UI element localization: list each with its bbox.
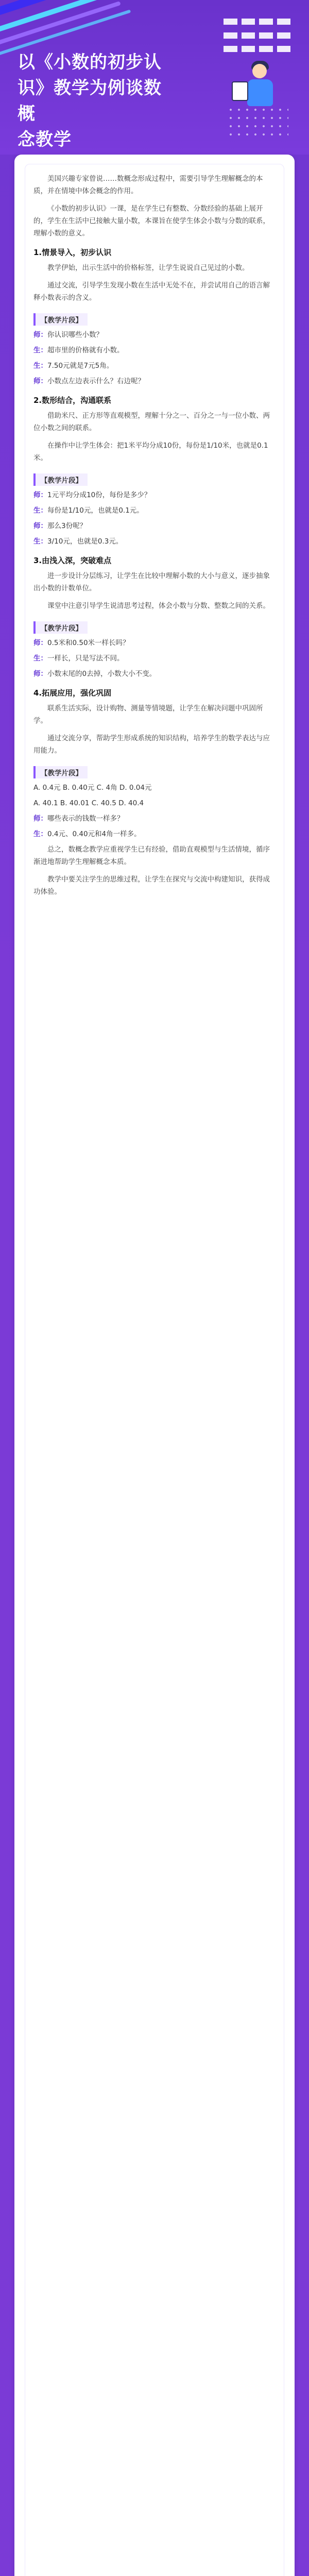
dialog-line xyxy=(33,828,276,840)
utterance: 7.50元就是7元5角。 xyxy=(47,362,114,370)
choice-list-2: A. 40.1 B. 40.01 C. 40.5 D. 40.4 xyxy=(33,799,144,807)
hero-header xyxy=(0,0,309,155)
header-stripe-4 xyxy=(0,9,131,55)
content-card xyxy=(14,155,295,2576)
dialog-line xyxy=(33,520,276,532)
utterance: 每份是1/10元，也就是0.1元。 xyxy=(47,506,144,515)
utterance: 1元平均分成10份，每份是多少？ xyxy=(47,491,151,499)
section-title-3: 3.由浅入深，突破难点 xyxy=(33,556,112,565)
speaker: 生： xyxy=(33,362,47,370)
section-title-4: 4.拓展应用，强化巩固 xyxy=(33,688,112,698)
utterance: 你认识哪些小数？ xyxy=(47,331,103,339)
speaker: 师： xyxy=(33,522,47,530)
intro-paragraph-2: 《小数的初步认识》一课，是在学生已有整数、分数经验的基础上展开的，学生在生活中已接触大量小数，本课旨在使学生体会小数与分数的联系，理解小数的意义。 xyxy=(33,205,270,238)
content-inner xyxy=(25,164,284,2576)
section-2-paragraph-1: 借助米尺、正方形等直观模型，理解十分之一、百分之一与一位小数、两位小数之间的联系。 xyxy=(33,412,270,432)
utterance: 哪些表示的钱数一样多？ xyxy=(47,815,124,823)
utterance: 0.5米和0.50米一样长吗？ xyxy=(47,639,130,647)
section-1-paragraph-2: 通过交流，引导学生发现小数在生活中无处不在，并尝试用自己的语言解释小数表示的含义。 xyxy=(33,281,270,302)
dialog-line xyxy=(33,812,276,825)
utterance: 小数末尾的0去掉，小数大小不变。 xyxy=(47,670,157,678)
section-3-paragraph-2: 课堂中注意引导学生说清思考过程，体会小数与分数、整数之间的关系。 xyxy=(47,602,270,610)
dialog-line xyxy=(33,329,276,341)
section-title-1: 1.情景导入，初步认识 xyxy=(33,248,112,257)
teaching-clip-label-1: 【教学片段】 xyxy=(33,313,88,326)
section-4-paragraph-1: 联系生活实际，设计购物、测量等情境题，让学生在解决问题中巩固所学。 xyxy=(33,704,263,725)
intro-paragraph-1: 美国兴趣专家曾说……数概念形成过程中，需要引导学生理解概念的本质，并在情境中体会概念的作用。 xyxy=(33,175,263,195)
section-4-paragraph-2: 通过交流分享，帮助学生形成系统的知识结构，培养学生的数学表达与应用能力。 xyxy=(33,734,270,755)
dialog-line xyxy=(33,652,276,665)
utterance: 小数点左边表示什么？右边呢？ xyxy=(47,377,145,385)
speaker: 生： xyxy=(33,654,47,663)
choice-list-1: A. 0.4元 B. 0.40元 C. 4角 D. 0.04元 xyxy=(33,784,152,792)
title-line-1: 以《小数的初步认 xyxy=(18,53,162,72)
dialog-line xyxy=(33,637,276,649)
speaker: 生： xyxy=(33,830,47,838)
section-3-paragraph-1: 进一步设计分层练习，让学生在比较中理解小数的大小与意义，逐步抽象出小数的计数单位。 xyxy=(33,572,270,592)
speaker: 生： xyxy=(33,346,47,354)
dialog-line xyxy=(33,360,276,372)
section-title-2: 2.数形结合，沟通联系 xyxy=(33,396,112,405)
utterance: 超市里的价格就有小数。 xyxy=(47,346,124,354)
teaching-clip-label-4: 【教学片段】 xyxy=(33,766,88,778)
speaker: 师： xyxy=(33,331,47,339)
section-1-paragraph-1: 教学伊始，出示生活中的价格标签，让学生说说自己见过的小数。 xyxy=(47,264,249,272)
speaker: 师： xyxy=(33,639,47,647)
section-2-paragraph-2: 在操作中让学生体会：把1米平均分成10份，每份是1/10米，也就是0.1米。 xyxy=(33,442,268,462)
dialog-line xyxy=(33,344,276,357)
outro-paragraph-2: 教学中要关注学生的思维过程，让学生在探究与交流中构建知识，获得成功体验。 xyxy=(33,875,270,896)
dots-icon xyxy=(227,106,288,139)
title-line-3: 念教学 xyxy=(18,130,72,149)
title-line-2: 识》教学为例谈数概 xyxy=(18,78,162,124)
dialog-line xyxy=(33,668,276,680)
dialog-line xyxy=(33,535,276,548)
page-title xyxy=(18,49,172,152)
outro-paragraph-1: 总之，数概念教学应重视学生已有经验，借助直观模型与生活情境，循序渐进地帮助学生理解概念本质。 xyxy=(33,845,270,866)
speaker: 师： xyxy=(33,815,47,823)
speaker: 师： xyxy=(33,491,47,499)
utterance: 0.4元、0.40元和4角一样多。 xyxy=(47,830,141,838)
teaching-clip-label-2: 【教学片段】 xyxy=(33,473,88,486)
speaker: 生： xyxy=(33,506,47,515)
speaker: 师： xyxy=(33,377,47,385)
speaker: 生： xyxy=(33,537,47,546)
grid-bars-icon xyxy=(224,19,290,56)
dialog-line xyxy=(33,504,276,517)
utterance: 一样长，只是写法不同。 xyxy=(47,654,124,663)
utterance: 那么3份呢？ xyxy=(47,522,87,530)
utterance: 3/10元，也就是0.3元。 xyxy=(47,537,123,546)
dialog-line xyxy=(33,375,276,387)
speaker: 师： xyxy=(33,670,47,678)
dialog-line xyxy=(33,489,276,501)
teaching-clip-label-3: 【教学片段】 xyxy=(33,621,88,634)
